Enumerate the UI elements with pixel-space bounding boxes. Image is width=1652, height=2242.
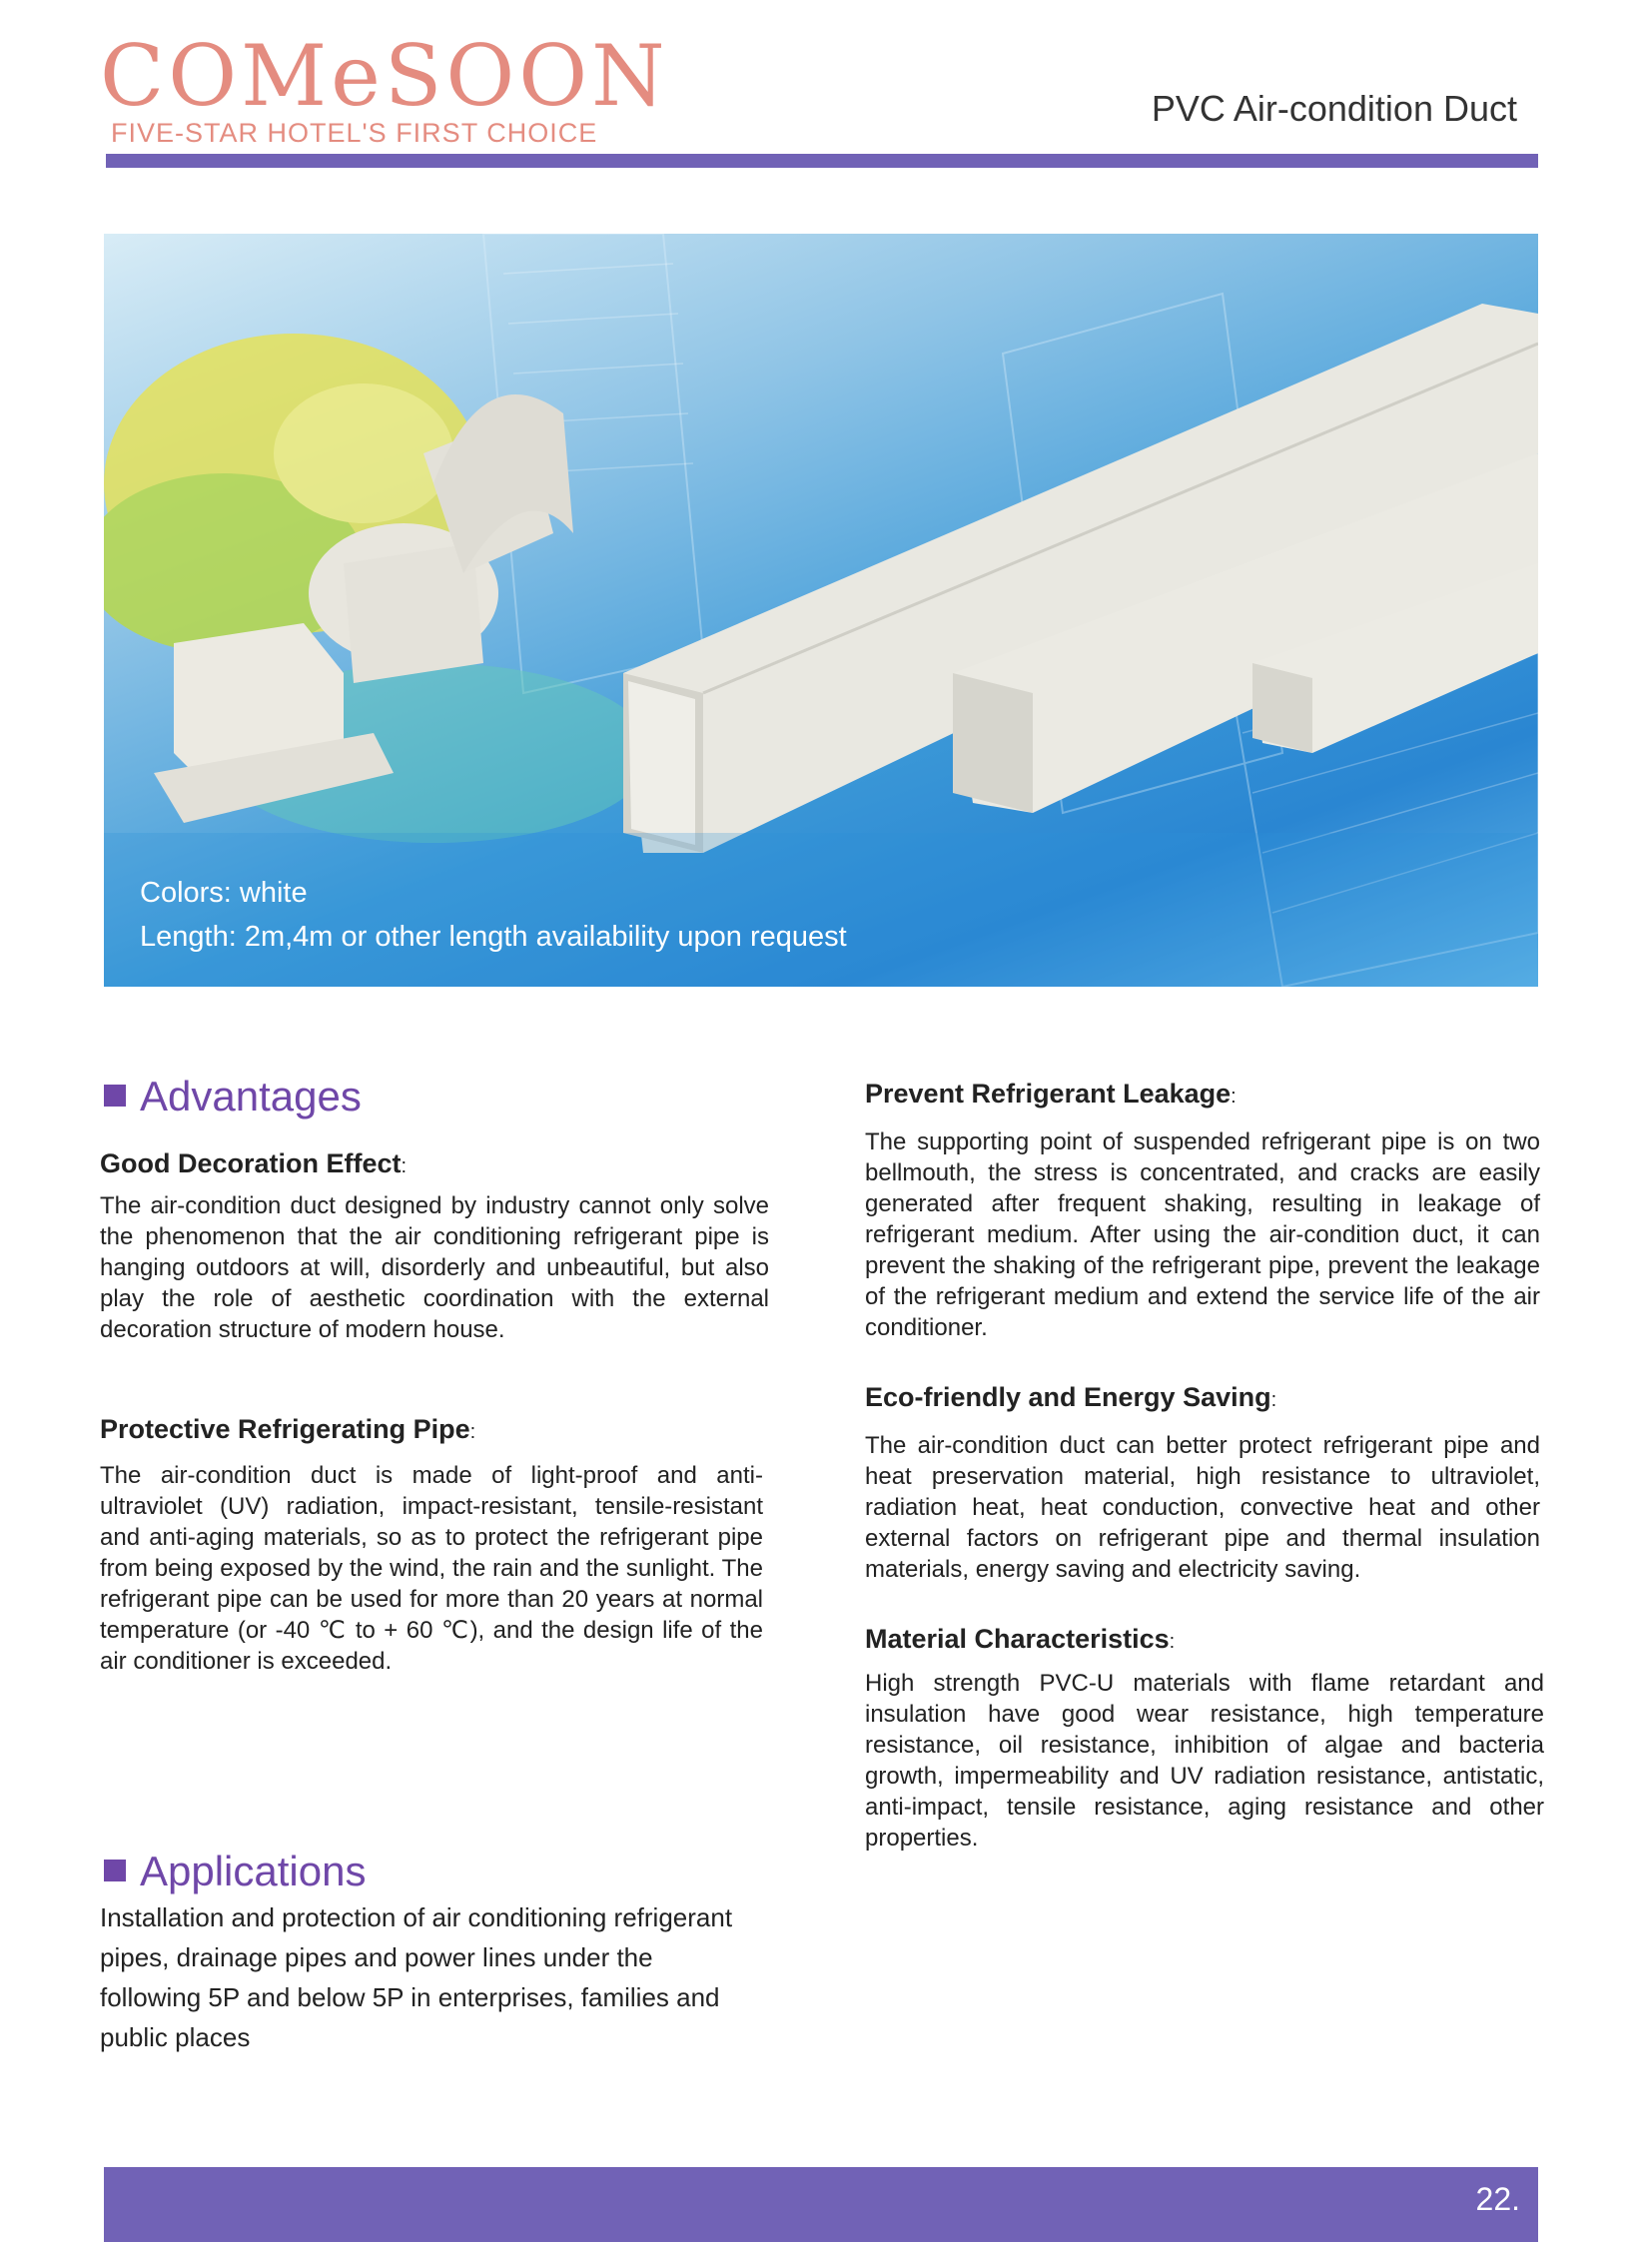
page-number: 22.	[1475, 2181, 1520, 2217]
advantages-heading: Advantages	[104, 1073, 362, 1121]
logo-text: COMeSOON	[100, 27, 669, 125]
eco-friendly-heading: Eco-friendly and Energy Saving:	[865, 1382, 1277, 1412]
protective-pipe-heading: Protective Refrigerating Pipe:	[100, 1414, 476, 1444]
prevent-leakage-heading: Prevent Refrigerant Leakage:	[865, 1079, 1237, 1109]
hero-illustration	[104, 234, 1538, 987]
colors-caption: Colors: white	[140, 877, 308, 909]
product-hero-image	[104, 234, 1538, 987]
footer-bar	[104, 2167, 1538, 2242]
applications-heading: Applications	[104, 1848, 366, 1895]
length-caption: Length: 2m,4m or other length availability upon request	[140, 921, 847, 953]
header-divider	[106, 154, 1538, 168]
bullet-square-icon	[104, 1860, 126, 1881]
bullet-square-icon	[104, 1085, 126, 1107]
prevent-leakage-text: The supporting point of suspended refrigerant pipe is on two bellmouth, the stress is concentrated, and cracks are easily generated after frequent shaking, resulting in leakage of refrigerant medium. After using the air-condition duct, it can prevent the shaking of the refrigerant pipe, prevent the leakage of the refrigerant medium and extend the service life of the air conditioner.	[865, 1128, 1540, 1341]
page-title: PVC Air-condition Duct	[1151, 88, 1517, 129]
brand-logo	[100, 27, 669, 125]
eco-friendly-text: The air-condition duct can better protect refrigerant pipe and heat preservation material, high resistance to ultraviolet, radiation heat, heat conduction, convective heat and other external factors on refrigerant pipe and thermal insulation materials, energy saving and electricity saving.	[865, 1432, 1540, 1583]
material-text: High strength PVC-U materials with flame retardant and insulation have good wear resistance, high temperature resistance, oil resistance, inhibition of algae and bacteria growth, impermeability and UV radiation resistance, antistatic, anti-impact, tensile resistance, aging resistance and other properties.	[865, 1670, 1544, 1852]
applications-text: Installation and protection of air conditioning refrigerant pipes, drainage pipes and power lines under the following 5P and below 5P in enterprises, families and public places	[100, 1902, 733, 2052]
good-decoration-text: The air-condition duct designed by industry cannot only solve the phenomenon that the air conditioning refrigerant pipe is hanging outdoors at will, disorderly and unbeautiful, but also play the role of aesthetic coordination with the external decoration structure of modern house.	[100, 1192, 769, 1343]
material-heading: Material Characteristics:	[865, 1624, 1176, 1654]
good-decoration-heading: Good Decoration Effect:	[100, 1148, 408, 1178]
logo-tagline: FIVE-STAR HOTEL'S FIRST CHOICE	[111, 118, 598, 148]
protective-pipe-text: The air-condition duct is made of light-proof and anti-ultraviolet (UV) radiation, impact-resistant, tensile-resistant and anti-aging materials, so as to protect the refrigerant pipe from being exposed by the wind, the rain and the sunlight. The refrigerant pipe can be used for more than 20 years at normal temperature (or -40 ℃ to + 60 ℃), and the design life of the air conditioner is exceeded.	[100, 1462, 763, 1675]
